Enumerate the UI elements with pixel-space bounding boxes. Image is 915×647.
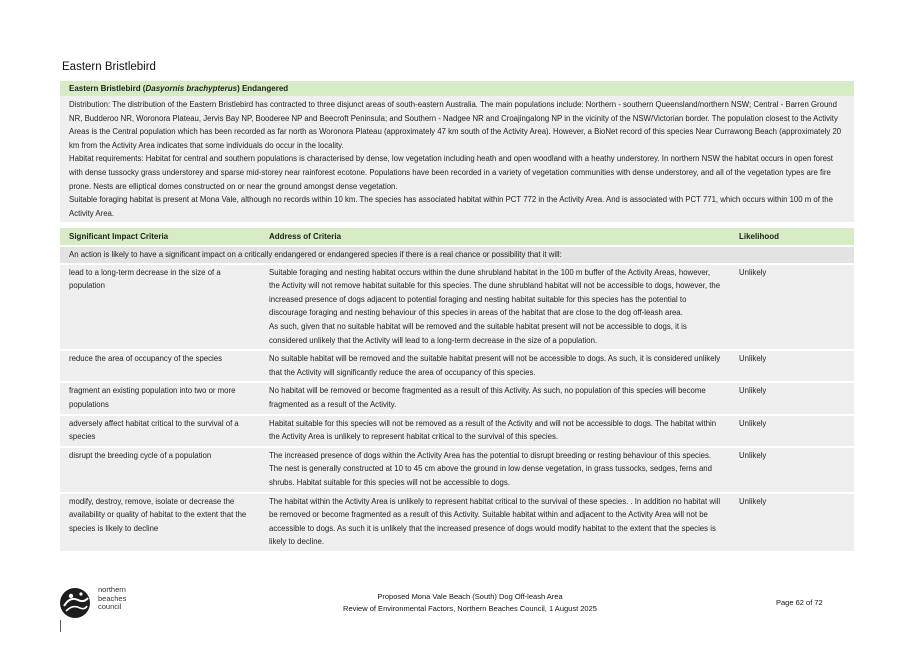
likelihood-cell: Unlikely: [730, 415, 854, 447]
criteria-table: [60, 228, 854, 551]
footer-title-line2: Review of Environmental Factors, Northern Beaches Council, 1 August 2025: [343, 604, 597, 613]
criteria-cell: adversely affect habitat critical to the survival of a species: [60, 415, 260, 447]
table-row: [60, 264, 854, 351]
species-header: [60, 81, 854, 96]
page-number: Page 62 of 72: [776, 598, 823, 607]
address-text-2: As such, given that no suitable habitat will be removed and the suitable habitat present will not be accessible to dogs, it is considered unlikely that the Activity will lead to a long-term decrease in the size of a population.: [269, 321, 687, 345]
table-row: [60, 382, 854, 414]
criteria-cell: fragment an existing population into two or more populations: [60, 382, 260, 414]
address-cell: The increased presence of dogs within the Activity Area has the potential to disrupt breeding or resting behaviour of this species. The nest is generally constructed at 10 to 45 cm above the ground in low dense vegetation, in grass tussocks, sedges, ferns and shrubs. Habitat suitable for this species will not be accessible to dogs.: [260, 447, 730, 493]
council-logo: [58, 586, 140, 626]
address-cell: No habitat will be removed or become fragmented as a result of this Activity. As such, no population of this species will become fragmented as a result of the Activity.: [260, 382, 730, 414]
criteria-table-block: [60, 228, 854, 551]
species-scientific-name: Dasyornis brachypterus: [145, 84, 238, 93]
address-cell: The habitat within the Activity Area is unlikely to represent habitat critical to the survival of these species. . In addition no habitat will be removed or become fragmented as a result of this Activity. Suitable habitat within and adjacent to the Activity Area will not be accessible to dogs. As such it is unlikely that the increased presence of dogs would modify habitat to the extent that the species is likely to decline.: [260, 493, 730, 551]
section-title: Eastern Bristlebird: [62, 61, 156, 73]
header-criteria: Significant Impact Criteria: [60, 228, 260, 246]
likelihood-cell: Unlikely: [730, 350, 854, 382]
criteria-cell: disrupt the breeding cycle of a population: [60, 447, 260, 493]
species-header-prefix: Eastern Bristlebird (: [69, 84, 146, 93]
table-row: [60, 447, 854, 493]
address-cell: No suitable habitat will be removed and the suitable habitat present will not be accessible to dogs. As such, it is considered unlikely that the Activity will significantly reduce the area of occupancy of this species.: [260, 350, 730, 382]
address-cell: [260, 264, 730, 351]
habitat-text: Habitat requirements: Habitat for central and southern populations is characterised by dense, low vegetation including heath and open woodland with a heathy understorey. In northern NSW the habitat occurs in open forest with dense tussocky grass understorey and sparse mid-storey near rainforest ecotone. Populations have been recorded in a variety of vegetation communities with dense understorey, and all of the vegetation types are fire prone. Nests are elliptical domes constructed on or near the ground amongst dense vegetation.: [69, 154, 833, 191]
council-logo-text: [98, 586, 126, 612]
footer-divider: [60, 620, 61, 632]
table-row: [60, 493, 854, 551]
footer-document-title: [290, 591, 650, 615]
address-cell: Habitat suitable for this species will not be removed as a result of the Activity and will not be accessible to dogs. The habitat within the Activity Area is unlikely to represent habitat critical to the survival of this species.: [260, 415, 730, 447]
table-header-row: [60, 228, 854, 246]
logo-line: beaches: [98, 593, 127, 603]
likelihood-cell: Unlikely: [730, 264, 854, 351]
logo-line: northern: [98, 585, 126, 594]
criteria-cell: lead to a long-term decrease in the size of a population: [60, 264, 260, 351]
likelihood-cell: Unlikely: [730, 447, 854, 493]
address-text: Suitable foraging and nesting habitat occurs within the dune shrubland habitat in the 100 m buffer of the Activity Areas, however, the Activity will not remove habitat suitable for this species. The dune shrubland habitat will not be accessible to dogs, however, the increased presence of dogs adjacent to potential foraging and nesting habitat suitable for this species has the potential to discourage foraging and nesting behaviour of this species in areas of the habitat that are close to the dog off-leash area.: [269, 267, 721, 318]
header-likelihood: Likelihood: [730, 228, 854, 246]
species-header-suffix: ) Endangered: [237, 84, 289, 93]
table-row: [60, 350, 854, 382]
criteria-cell: modify, destroy, remove, isolate or decrease the availability or quality of habitat to the extent that the species is likely to decline: [60, 493, 260, 551]
distribution-text: Distribution: The distribution of the Eastern Bristlebird has contracted to three disjunct areas of south-eastern Australia. The main populations include: Northern - southern Queensland/northern NSW; Central - Barren Ground NR, Budderoo NR, Woronora Plateau, Jervis Bay NP, Booderee NP and Beecroft Peninsula; and Southern - Nadgee NR and Croajingalong NP in the vicinity of the NSW/Victorian border. The population closest to the Activity Areas is the Central population which has been recorded as far north as Woronora Plateau (approximately 47 km south of the Activity Area). However, a BioNet record of this species Near Currawong Beach (approximately 20 km from the Activity Area indicates that some individuals do occur in the locality.: [69, 100, 842, 150]
logo-line: council: [98, 602, 122, 611]
foraging-text: Suitable foraging habitat is present at Mona Vale, although no records within 10 km. The species has associated habitat within PCT 772 in the Activity Area. And is associated with PCT 771, which occurs within 100 m of the Activity Area.: [69, 195, 833, 218]
council-logo-icon: [58, 586, 94, 620]
likelihood-cell: Unlikely: [730, 382, 854, 414]
table-intro-row: [60, 246, 854, 264]
intro-text: An action is likely to have a significant impact on a critically endangered or endangered species if there is a real chance or possibility that it will:: [60, 246, 854, 264]
species-block: [60, 81, 854, 222]
footer-title-line1: Proposed Mona Vale Beach (South) Dog Off-leash Area: [377, 592, 563, 601]
table-row: [60, 415, 854, 447]
species-description: [60, 96, 854, 222]
likelihood-cell: Unlikely: [730, 493, 854, 551]
criteria-cell: reduce the area of occupancy of the species: [60, 350, 260, 382]
header-address: Address of Criteria: [260, 228, 730, 246]
